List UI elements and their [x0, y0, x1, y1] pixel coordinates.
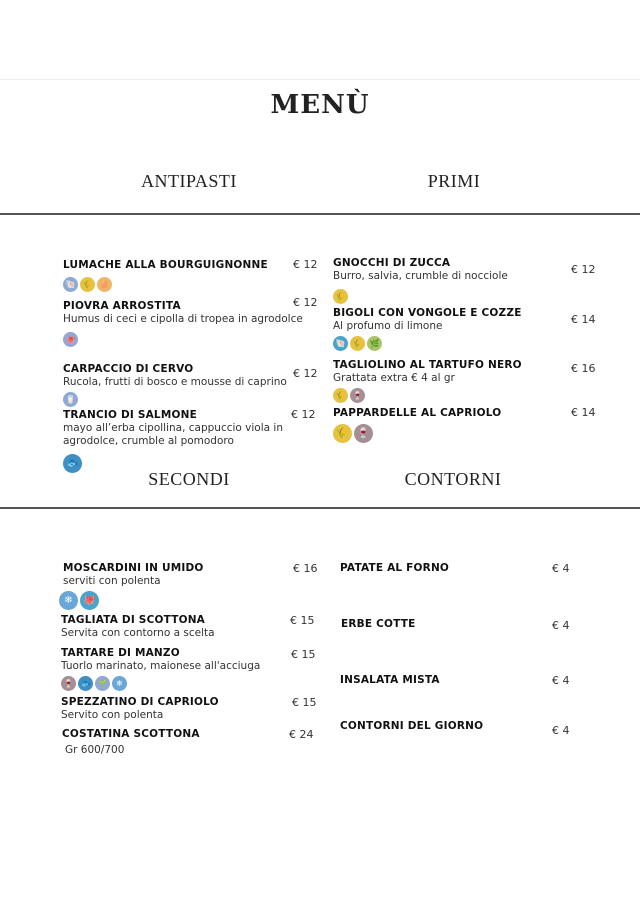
- dish-description: mayo all’erba cipollina, cappuccio viola in agrodolce, crumble al pomodoro: [63, 422, 283, 447]
- dish-price: € 16: [571, 362, 596, 375]
- antipasti-item-piovra: [63, 300, 313, 347]
- dish-description: Tuorlo marinato, maionese all'acciuga: [61, 660, 261, 672]
- dish-description: Humus di ceci e cipolla di tropea in agrodolce: [63, 313, 303, 325]
- dish-name: TRANCIO DI SALMONE: [63, 409, 197, 421]
- milk-icon: 🥛: [63, 392, 78, 407]
- dish-name: GNOCCHI DI ZUCCA: [333, 257, 451, 269]
- gluten-icon: 🌾: [333, 289, 348, 304]
- contorni-item-insalata: INSALATA MISTA: [340, 674, 440, 686]
- mollusc-icon: 🐙: [80, 591, 99, 610]
- dish-description: Rucola, frutti di bosco e mousse di caprino: [63, 376, 287, 388]
- primi-item-bigoli: [333, 307, 563, 351]
- dish-price: € 24: [289, 728, 314, 741]
- gluten-icon: 🌾: [333, 424, 352, 443]
- antipasti-item-lumache: [63, 259, 293, 292]
- dish-price: € 15: [291, 648, 316, 661]
- dish-price: € 14: [571, 406, 596, 419]
- mollusc-icon: 🐚: [333, 336, 348, 351]
- dish-name: SPEZZATINO DI CAPRIOLO: [61, 696, 219, 708]
- dish-name: COSTATINA SCOTTONA: [62, 728, 200, 740]
- dish-price: € 12: [571, 263, 596, 276]
- dish-price: € 12: [293, 296, 318, 309]
- mustard-icon: 🌱: [95, 676, 110, 691]
- dish-price: € 4: [552, 619, 570, 632]
- antipasti-item-salmone: [63, 409, 295, 473]
- secondi-item-moscardini: [63, 562, 293, 610]
- mollusc-icon: 🐚: [63, 277, 78, 292]
- dish-description: Burro, salvia, crumble di nocciole: [333, 270, 508, 282]
- dish-name: TARTARE DI MANZO: [61, 647, 180, 659]
- primi-item-gnocchi: [333, 257, 563, 304]
- section-contorni-heading: CONTORNI: [404, 469, 502, 489]
- dish-price: € 4: [552, 724, 570, 737]
- dish-price: € 15: [292, 696, 317, 709]
- dish-description: Gr 600/700: [65, 744, 125, 756]
- dish-description: Servito con polenta: [61, 709, 164, 721]
- section-divider: [0, 507, 640, 509]
- dish-description: Grattata extra € 4 al gr: [333, 372, 455, 384]
- sulphite-icon: 🍷: [354, 424, 373, 443]
- egg-icon: 🥚: [97, 277, 112, 292]
- contorni-item-erbe: ERBE COTTE: [341, 618, 416, 630]
- menu-title: MENÙ: [270, 90, 370, 120]
- secondi-item-costatina: [62, 728, 292, 757]
- dish-description: Al profumo di limone: [333, 320, 443, 332]
- top-divider: [0, 79, 640, 80]
- dish-name: CARPACCIO DI CERVO: [63, 363, 194, 375]
- antipasti-item-carpaccio: [63, 363, 293, 407]
- section-antipasti-heading: ANTIPASTI: [141, 171, 237, 191]
- dish-price: € 14: [571, 313, 596, 326]
- frozen-icon: ❄: [59, 591, 78, 610]
- dish-price: € 12: [293, 258, 318, 271]
- dish-description: Servita con contorno a scelta: [61, 627, 215, 639]
- contorni-item-giorno: CONTORNI DEL GIORNO: [340, 720, 484, 732]
- frozen-icon: ❄: [112, 676, 127, 691]
- sulphite-icon: 🍷: [350, 388, 365, 403]
- celery-icon: 🌿: [367, 336, 382, 351]
- dish-name: MOSCARDINI IN UMIDO: [63, 562, 204, 574]
- secondi-item-tartare: [61, 647, 291, 691]
- dish-name: TAGLIOLINO AL TARTUFO NERO: [333, 359, 522, 371]
- section-primi-heading: PRIMI: [427, 171, 481, 191]
- dish-name: PAPPARDELLE AL CAPRIOLO: [333, 407, 502, 419]
- gluten-icon: 🌾: [80, 277, 95, 292]
- dish-price: € 12: [291, 408, 316, 421]
- dish-price: € 4: [552, 562, 570, 575]
- dish-name: TAGLIATA DI SCOTTONA: [61, 614, 206, 626]
- primi-item-tagliolino: [333, 359, 563, 403]
- gluten-icon: 🌾: [333, 388, 348, 403]
- dish-price: € 15: [290, 614, 315, 627]
- primi-item-pappardelle: [333, 407, 563, 443]
- contorni-item-patate: PATATE AL FORNO: [340, 562, 450, 574]
- section-divider: [0, 213, 640, 215]
- dish-description: serviti con polenta: [63, 575, 161, 587]
- sulphite-icon: 🍷: [61, 676, 76, 691]
- fish-icon: 🐟: [78, 676, 93, 691]
- fish-icon: 🐟: [63, 454, 82, 473]
- dish-price: € 12: [293, 367, 318, 380]
- secondi-item-spezzatino: [61, 696, 291, 722]
- dish-price: € 16: [293, 562, 318, 575]
- dish-name: BIGOLI CON VONGOLE E COZZE: [333, 307, 522, 319]
- dish-name: PIOVRA ARROSTITA: [63, 300, 181, 312]
- gluten-icon: 🌾: [350, 336, 365, 351]
- dish-price: € 4: [552, 674, 570, 687]
- section-secondi-heading: SECONDI: [148, 469, 230, 489]
- secondi-item-tagliata: [61, 614, 291, 640]
- mollusc-icon: 🐙: [63, 332, 78, 347]
- dish-name: LUMACHE ALLA BOURGUIGNONNE: [63, 259, 268, 271]
